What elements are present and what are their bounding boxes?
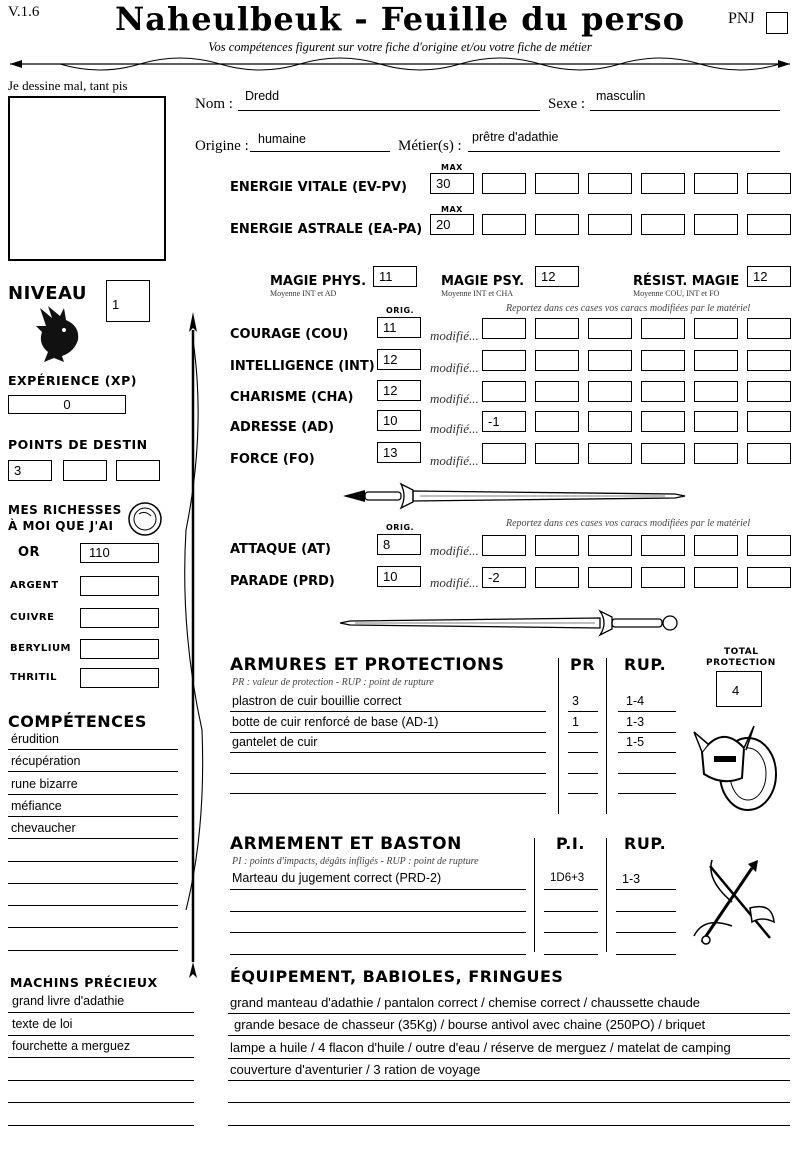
carac-mod-box[interactable] — [641, 381, 685, 402]
combat-label: ATTAQUE (AT) — [230, 542, 331, 557]
modif-label: modifié... — [430, 391, 479, 406]
nom-value[interactable]: Dredd — [245, 89, 280, 103]
richesse-value[interactable] — [80, 576, 159, 596]
precieux-item[interactable]: fourchette a merguez — [12, 1039, 131, 1053]
destin-value-3[interactable] — [116, 460, 160, 481]
precieux-label: MACHINS PRÉCIEUX — [10, 975, 158, 990]
armure-name[interactable]: botte de cuir renforcé de base (AD-1) — [232, 714, 439, 729]
modif-label: modifié... — [430, 453, 479, 468]
carac-mod-box[interactable] — [641, 443, 685, 464]
niveau-label: NIVEAU — [8, 283, 87, 304]
carac-mod-box[interactable] — [747, 318, 791, 339]
modif-label: modifié... — [430, 575, 479, 590]
carac-mod-box[interactable] — [535, 381, 579, 402]
resist-magie-label: RÉSIST. MAGIE — [633, 274, 740, 289]
richesse-label: THRITIL — [10, 672, 58, 683]
pr-label: PR — [570, 655, 596, 674]
precieux-item[interactable]: grand livre d'adathie — [12, 994, 125, 1008]
modif-label: modifié... — [430, 543, 479, 558]
magie-phys-value[interactable]: 11 — [373, 266, 417, 287]
xp-label: EXPÉRIENCE (XP) — [8, 373, 137, 388]
dragon-icon — [34, 304, 86, 364]
carac-mod-box[interactable] — [535, 411, 579, 432]
combat-mod-box[interactable] — [694, 535, 738, 556]
carac-label: CHARISME (CHA) — [230, 390, 354, 405]
arme-rup[interactable]: 1-3 — [622, 872, 641, 886]
competences-label: COMPÉTENCES — [8, 712, 147, 731]
richesse-value[interactable] — [80, 668, 159, 688]
carac-mod-box[interactable] — [747, 350, 791, 371]
competence-item[interactable]: érudition — [11, 732, 59, 746]
combat-mod-box[interactable]: -2 — [482, 567, 526, 588]
modif-label: modifié... — [430, 421, 479, 436]
carac-mod-box[interactable] — [694, 350, 738, 371]
carac-mod-box[interactable] — [641, 411, 685, 432]
spear-icon — [178, 310, 208, 980]
arme-name[interactable]: Marteau du jugement correct (PRD-2) — [232, 871, 442, 885]
competence-item[interactable]: méfiance — [11, 798, 62, 813]
combat-mod-box[interactable] — [694, 567, 738, 588]
carac-mod-box[interactable] — [747, 381, 791, 402]
carac-mod-box[interactable] — [535, 318, 579, 339]
combat-mod-box[interactable] — [588, 567, 632, 588]
carac-mod-box[interactable] — [482, 443, 526, 464]
vine-ornament — [0, 52, 800, 78]
carac-mod-box[interactable] — [482, 381, 526, 402]
combat-mod-box[interactable] — [588, 535, 632, 556]
combat-mod-box[interactable] — [482, 535, 526, 556]
carac-label: INTELLIGENCE (INT) — [230, 359, 375, 374]
page-title: Naheulbeuk - Feuille du perso — [114, 0, 686, 38]
modif-label: modifié... — [430, 360, 479, 375]
combat-mod-box[interactable] — [641, 567, 685, 588]
combat-mod-box[interactable] — [747, 567, 791, 588]
armure-pr[interactable]: 3 — [572, 694, 579, 708]
metier-label: Métier(s) : — [398, 138, 462, 154]
sword-icon — [340, 607, 685, 639]
carac-mod-box[interactable] — [747, 411, 791, 432]
origine-value[interactable]: humaine — [258, 132, 306, 146]
carac-label: COURAGE (COU) — [230, 327, 349, 342]
armure-name[interactable]: plastron de cuir bouillie correct — [232, 694, 402, 708]
carac-orig-value[interactable]: 12 — [377, 380, 421, 401]
coin-icon — [126, 500, 164, 538]
destin-label: POINTS DE DESTIN — [8, 437, 148, 452]
armement-rup-label: RUP. — [624, 834, 667, 853]
carac-mod-box[interactable] — [641, 318, 685, 339]
page-subtitle: Vos compétences figurent sur votre fiche d'origine et/ou votre fiche de métier — [208, 40, 592, 54]
combat-mod-box[interactable] — [535, 535, 579, 556]
carac-mod-box[interactable] — [694, 443, 738, 464]
total-protection-value[interactable]: 4 — [716, 671, 762, 707]
combat-orig-value[interactable]: 8 — [377, 534, 421, 555]
version-label: V.1.6 — [8, 4, 40, 20]
ev-value[interactable]: 30 — [430, 173, 474, 194]
carac-orig-value[interactable]: 12 — [377, 349, 421, 370]
magie-psy-label: MAGIE PSY. — [441, 274, 525, 289]
metier-value[interactable]: prêtre d'adathie — [472, 130, 559, 144]
destin-value-1[interactable]: 3 — [8, 460, 52, 481]
weapons-icon — [692, 856, 782, 948]
pnj-label: PNJ — [728, 10, 755, 27]
origine-label: Origine : — [195, 138, 249, 154]
nom-label: Nom : — [195, 96, 233, 112]
richesse-value[interactable] — [80, 639, 159, 659]
competence-item[interactable]: récupération — [11, 754, 81, 769]
carac-mod-box[interactable] — [694, 381, 738, 402]
equipement-label: ÉQUIPEMENT, BABIOLES, FRINGUES — [230, 967, 564, 986]
carac-mod-box[interactable] — [641, 350, 685, 371]
richesse-label: CUIVRE — [10, 612, 55, 623]
carac-mod-box[interactable] — [588, 350, 632, 371]
armure-rup[interactable]: 1-5 — [626, 735, 645, 749]
rup-label: RUP. — [624, 655, 667, 674]
magie-phys-label: MAGIE PHYS. — [270, 274, 367, 289]
competence-item[interactable]: rune bizarre — [11, 776, 78, 791]
portrait-caption: Je dessine mal, tant pis — [8, 78, 128, 93]
portrait-box[interactable] — [8, 96, 166, 261]
combat-mod-box[interactable] — [535, 567, 579, 588]
armures-label: ARMURES ET PROTECTIONS — [230, 655, 505, 675]
carac-mod-box[interactable] — [482, 350, 526, 371]
armement-label: ARMEMENT ET BASTON — [230, 834, 462, 854]
richesse-label: BERYLIUM — [10, 643, 72, 654]
ea-label: ENERGIE ASTRALE (EA-PA) — [230, 222, 423, 237]
sexe-value[interactable]: masculin — [596, 89, 646, 103]
carac-mod-box[interactable] — [747, 443, 791, 464]
armure-name[interactable]: gantelet de cuir — [232, 735, 318, 749]
richesse-value[interactable] — [80, 608, 159, 628]
carac-orig-value[interactable]: 11 — [377, 317, 421, 338]
armure-rup[interactable]: 1-4 — [626, 694, 645, 708]
carac-mod-box[interactable] — [694, 411, 738, 432]
equipement-line[interactable]: grande besace de chasseur (35Kg) / bourse antivol avec chaine (250PO) / briquet — [234, 1017, 706, 1033]
richesse-label: ARGENT — [10, 580, 59, 591]
richesse-label: OR — [18, 545, 41, 560]
competence-item[interactable]: chevaucher — [11, 821, 76, 836]
equipement-line[interactable]: couverture d'aventurier / 3 ration de voyage — [230, 1061, 481, 1077]
precieux-item[interactable]: texte de loi — [12, 1016, 73, 1031]
carac-mod-box[interactable] — [535, 350, 579, 371]
resist-magie-value[interactable]: 12 — [747, 266, 791, 287]
carac-orig-value[interactable]: 13 — [377, 442, 421, 463]
carac-mod-box[interactable] — [588, 381, 632, 402]
carac-mod-box[interactable] — [588, 411, 632, 432]
niveau-value[interactable]: 1 — [106, 280, 150, 322]
carac-mod-box[interactable] — [694, 318, 738, 339]
carac-orig-value[interactable]: 10 — [377, 410, 421, 431]
carac-mod-box[interactable]: -1 — [482, 411, 526, 432]
arme-pi[interactable]: 1D6+3 — [550, 872, 585, 884]
ea-value[interactable]: 20 — [430, 214, 474, 235]
modif-label: modifié... — [430, 328, 479, 343]
sexe-label: Sexe : — [548, 96, 586, 112]
magie-psy-value[interactable]: 12 — [535, 266, 579, 287]
carac-mod-box[interactable] — [535, 443, 579, 464]
destin-value-2[interactable] — [63, 460, 107, 481]
equipement-line[interactable]: lampe a huile / 4 flacon d'huile / outre d'eau / réserve de merguez / matelat de camping — [230, 1039, 731, 1055]
helmet-shield-icon — [692, 712, 782, 816]
pnj-checkbox[interactable] — [766, 12, 788, 34]
combat-label: PARADE (PRD) — [230, 574, 335, 589]
carac-label: FORCE (FO) — [230, 452, 315, 467]
sword-icon — [335, 480, 690, 512]
carac-label: ADRESSE (AD) — [230, 420, 335, 435]
carac-mod-box[interactable] — [482, 318, 526, 339]
equipement-line[interactable]: grand manteau d'adathie / pantalon correct / chemise correct / chaussette chaude — [230, 995, 701, 1010]
combat-mod-box[interactable] — [747, 535, 791, 556]
ev-label: ENERGIE VITALE (EV-PV) — [230, 180, 407, 195]
combat-mod-box[interactable] — [641, 535, 685, 556]
xp-value[interactable]: 0 — [8, 395, 126, 414]
combat-orig-value[interactable]: 10 — [377, 566, 421, 587]
carac-mod-box[interactable] — [588, 318, 632, 339]
armure-rup[interactable]: 1-3 — [626, 714, 645, 729]
armure-pr[interactable]: 1 — [572, 714, 579, 729]
richesse-value[interactable]: 110 — [80, 543, 159, 563]
carac-mod-box[interactable] — [588, 443, 632, 464]
pi-label: P.I. — [556, 834, 585, 853]
